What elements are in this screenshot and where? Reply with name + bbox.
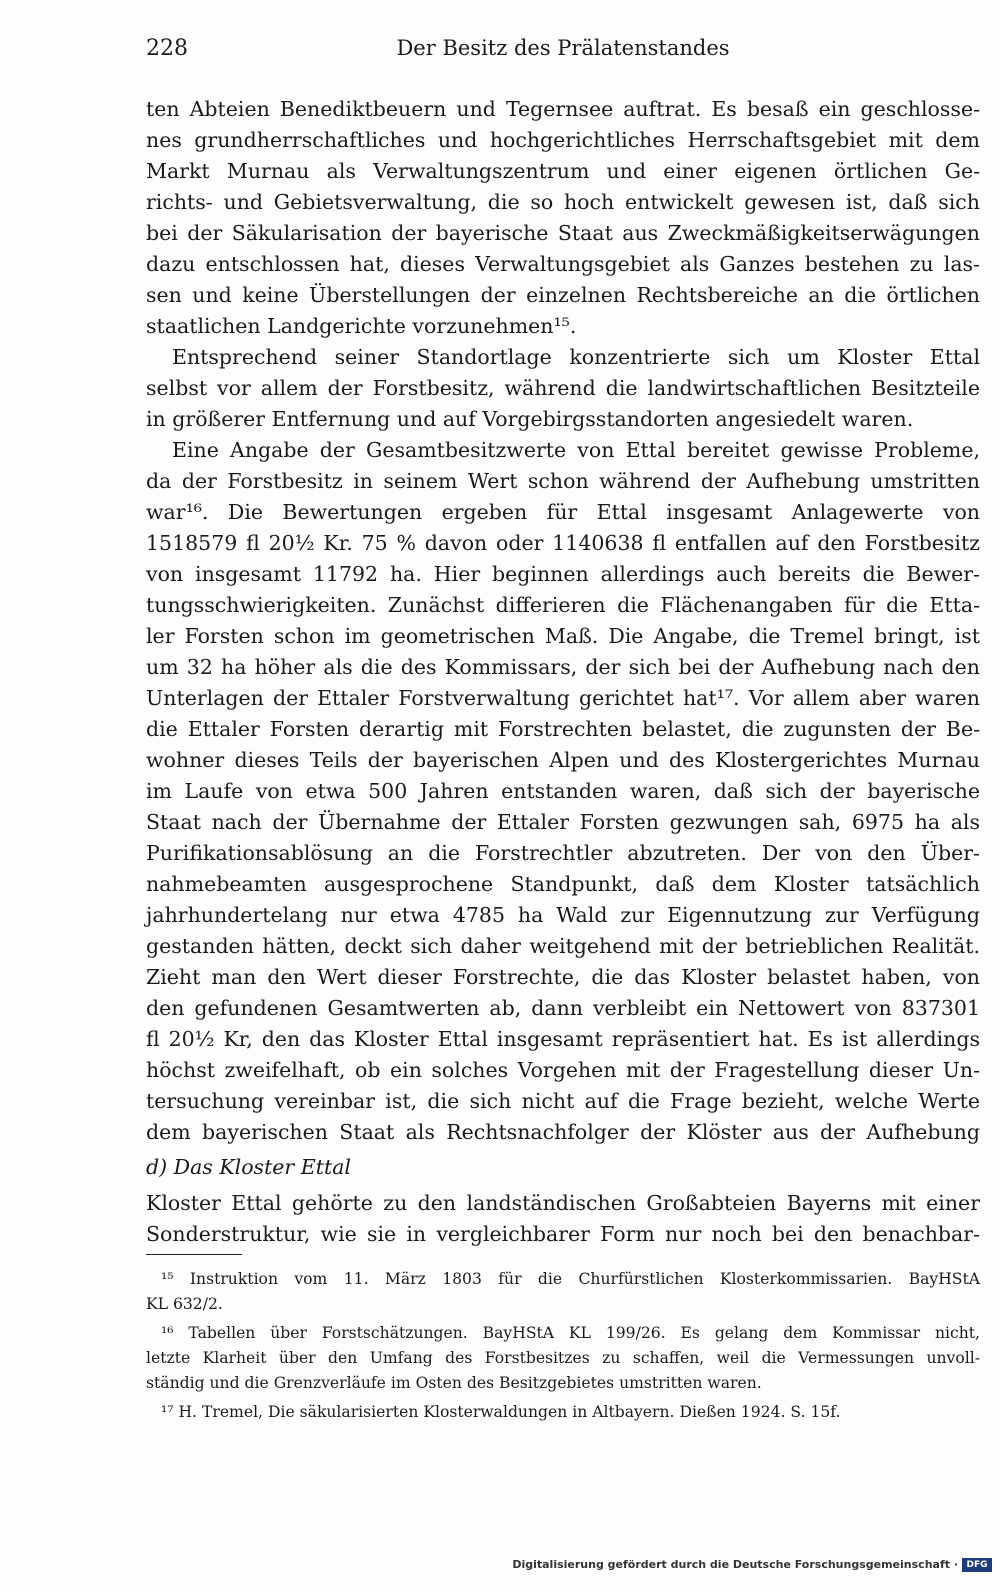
digitization-note: Digitalisierung gefördert durch die Deutsche Forschungsgemeinschaft ·	[512, 1558, 958, 1571]
footnote-divider	[146, 1254, 242, 1255]
footnote-line: ¹⁷ H. Tremel, Die säkularisierten Klosterwaldungen in Altbayern. Dießen 1924. S. 15f.	[161, 1403, 841, 1421]
text-line: bei der Säkularisation der bayerische Staat aus Zweckmäßigkeitserwägungen	[146, 221, 980, 245]
text-line: Kloster Ettal gehörte zu den landständischen Großabteien Bayerns mit einer	[146, 1191, 980, 1215]
text-line: nahmebeamten ausgesprochene Standpunkt, daß dem Kloster tatsächlich	[146, 872, 980, 896]
section-heading: d) Das Kloster Ettal	[146, 1155, 351, 1179]
text-line: Sonderstruktur, wie sie in vergleichbarer Form nur noch bei den benachbar-	[146, 1222, 980, 1246]
text-line: selbst vor allem der Forstbesitz, während die landwirtschaftlichen Besitzteile	[146, 376, 980, 400]
text-line: wohner dieses Teils der bayerischen Alpen und des Klostergerichtes Murnau	[146, 748, 980, 772]
running-header	[146, 36, 980, 70]
text-line: fl 20½ Kr, den das Kloster Ettal insgesamt repräsentiert hat. Es ist allerdings	[146, 1027, 980, 1051]
text-line: sen und keine Überstellungen der einzelnen Rechtsbereiche an die örtlichen	[146, 283, 980, 307]
footnote-line: letzte Klarheit über den Umfang des Forstbesitzes zu schaffen, weil die Vermessungen unvoll-	[146, 1349, 980, 1367]
text-line: nes grundherrschaftliches und hochgerichtliches Herrschaftsgebiet mit dem	[146, 128, 980, 152]
text-line: richts- und Gebietsverwaltung, die so hoch entwickelt gewesen ist, daß sich	[146, 190, 980, 214]
text-line: war¹⁶. Die Bewertungen ergeben für Ettal insgesamt Anlagewerte von	[146, 500, 980, 524]
text-line: dazu entschlossen hat, dieses Verwaltungsgebiet als Ganzes bestehen zu las-	[146, 252, 980, 276]
text-line: tersuchung vereinbar ist, die sich nicht auf die Frage bezieht, welche Werte	[146, 1089, 980, 1113]
footnote-line: ¹⁵ Instruktion vom 11. März 1803 für die Churfürstlichen Klosterkommissarien. BayHStA	[161, 1270, 980, 1288]
text-line: staatlichen Landgerichte vorzunehmen¹⁵.	[146, 314, 577, 338]
text-line: höchst zweifelhaft, ob ein solches Vorgehen mit der Fragestellung dieser Un-	[146, 1058, 980, 1082]
dfg-logo: DFG	[962, 1558, 992, 1572]
footnotes	[146, 1267, 980, 1425]
page-number: 228	[146, 36, 188, 61]
text-line: tungsschwierigkeiten. Zunächst differieren die Flächenangaben für die Etta-	[146, 593, 980, 617]
text-line: ler Forsten schon im geometrischen Maß. Die Angabe, die Tremel bringt, ist	[146, 624, 980, 648]
text-line: dem bayerischen Staat als Rechtsnachfolger der Klöster aus der Aufhebung	[146, 1120, 980, 1144]
text-line: von insgesamt 11792 ha. Hier beginnen allerdings auch bereits die Bewer-	[146, 562, 980, 586]
text-line: jahrhundertelang nur etwa 4785 ha Wald zur Eigennutzung zur Verfügung	[146, 903, 980, 927]
text-line: in größerer Entfernung und auf Vorgebirgsstandorten angesiedelt waren.	[146, 407, 914, 431]
footnote-line: ¹⁶ Tabellen über Forstschätzungen. BayHStA KL 199/26. Es gelang dem Kommissar nicht,	[161, 1324, 980, 1342]
digitization-footer	[0, 1556, 1000, 1584]
text-line: um 32 ha höher als die des Kommissars, der sich bei der Aufhebung nach den	[146, 655, 980, 679]
text-line: Eine Angabe der Gesamtbesitzwerte von Ettal bereitet gewisse Probleme,	[172, 438, 980, 462]
text-line: da der Forstbesitz in seinem Wert schon während der Aufhebung umstritten	[146, 469, 980, 493]
text-line: ten Abteien Benediktbeuern und Tegernsee auftrat. Es besaß ein geschlosse-	[146, 97, 980, 121]
text-line: Staat nach der Übernahme der Ettaler Forsten gezwungen sah, 6975 ha als	[146, 810, 980, 834]
text-line: Markt Murnau als Verwaltungszentrum und einer eigenen örtlichen Ge-	[146, 159, 980, 183]
main-text	[146, 94, 980, 1250]
running-title: Der Besitz des Prälatenstandes	[396, 36, 730, 60]
text-line: Zieht man den Wert dieser Forstrechte, die das Kloster belastet haben, von	[146, 965, 980, 989]
text-line: Purifikationsablösung an die Forstrechtler abzutreten. Der von den Über-	[146, 841, 980, 865]
text-line: gestanden hätten, deckt sich daher weitgehend mit der betrieblichen Realität.	[146, 934, 980, 958]
text-line: den gefundenen Gesamtwerten ab, dann verbleibt ein Nettowert von 837301	[146, 996, 980, 1020]
footnote-line: ständig und die Grenzverläufe im Osten des Besitzgebietes umstritten waren.	[146, 1374, 762, 1392]
footnote-line: KL 632/2.	[146, 1295, 223, 1313]
text-line: Entsprechend seiner Standortlage konzentrierte sich um Kloster Ettal	[172, 345, 980, 369]
text-line: Unterlagen der Ettaler Forstverwaltung gerichtet hat¹⁷. Vor allem aber waren	[146, 686, 980, 710]
text-line: die Ettaler Forsten derartig mit Forstrechten belastet, die zugunsten der Be-	[146, 717, 980, 741]
text-line: im Laufe von etwa 500 Jahren entstanden waren, daß sich der bayerische	[146, 779, 980, 803]
text-line: 1518579 fl 20½ Kr. 75 % davon oder 1140638 fl entfallen auf den Forstbesitz	[146, 531, 980, 555]
